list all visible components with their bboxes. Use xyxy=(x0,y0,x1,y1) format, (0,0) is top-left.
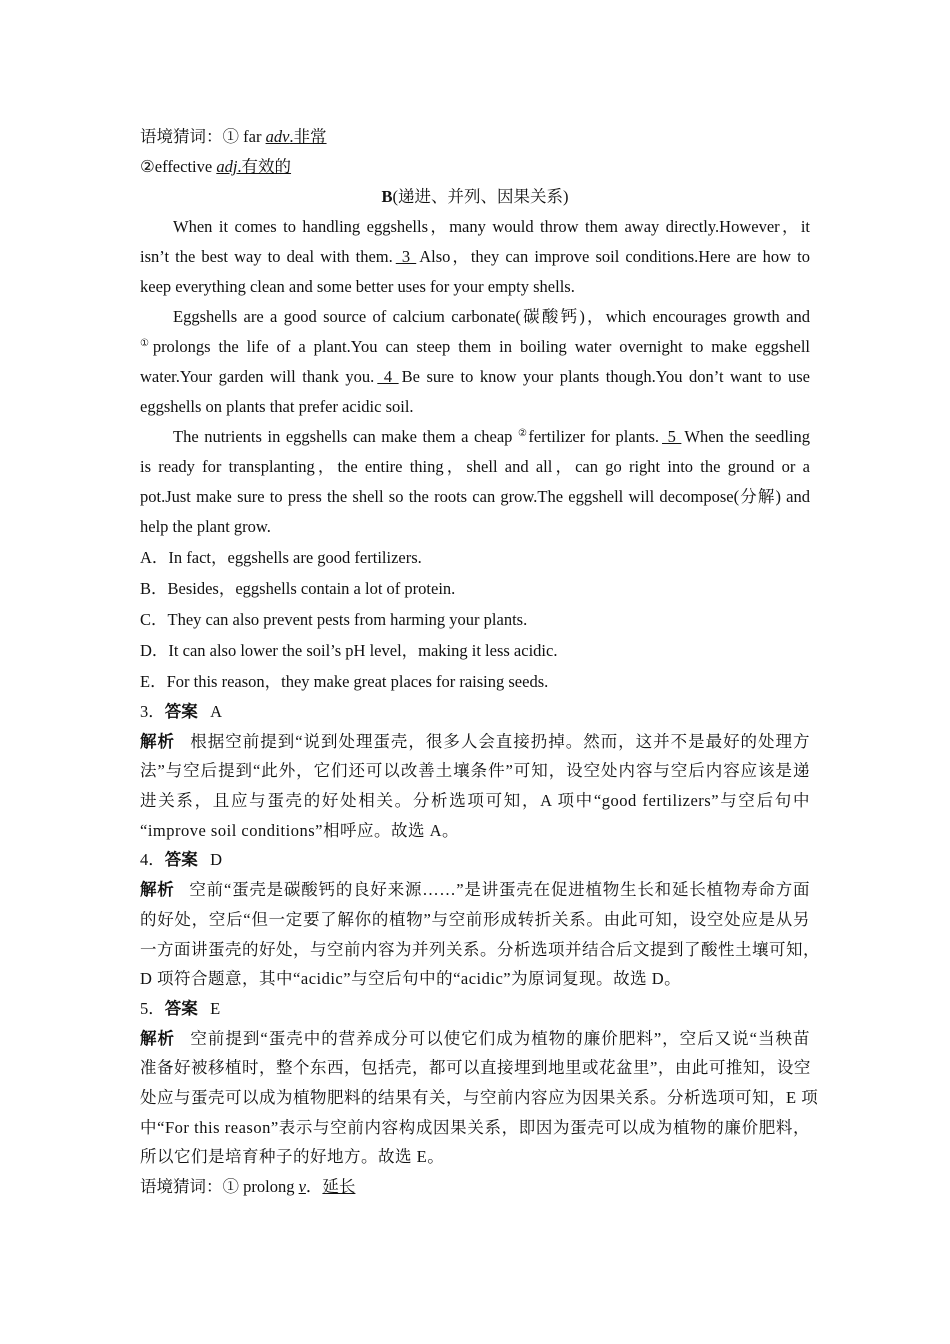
vocab-label: 语境猜词： xyxy=(140,1177,223,1196)
vocab-word: effective xyxy=(154,157,217,176)
option-e: E．For this reason，they make great places for raising seeds. xyxy=(140,672,549,691)
analysis-line: 解析 空前提到“蛋壳中的营养成分可以使它们成为植物的廉价肥料”，空后又说“当秧苗 xyxy=(140,1028,811,1048)
section-letter: B xyxy=(381,187,393,206)
answer-header: 5．答案 E xyxy=(140,998,221,1018)
answer-value: E xyxy=(210,998,221,1018)
answer-header: 3．答案 A xyxy=(140,702,223,721)
passage-line: ①prolongs the life of a plant.You can steep them in boiling water overnight to make eggshell xyxy=(140,337,810,356)
circled-number: ① xyxy=(222,127,239,146)
blank-4: 4 xyxy=(377,367,399,386)
analysis-line: 一方面讲蛋壳的好处，与空前内容为并列关系。分析选项并结合后文提到了酸性土壤可知， xyxy=(140,939,820,959)
analysis-line: 中“For this reason”表示与空前内容构成因果关系，即因为蛋壳可以成为植物的廉价肥料， xyxy=(140,1117,810,1137)
circled-number: ② xyxy=(140,157,155,176)
vocab-meaning: 延长 xyxy=(322,1177,356,1196)
blank-3: 3 xyxy=(395,247,417,266)
answer-value: D xyxy=(210,850,223,870)
footnote-marker: ② xyxy=(517,428,529,439)
vocab-meaning: .非常 xyxy=(289,127,327,146)
vocab-meaning: .有效的 xyxy=(237,157,292,176)
analysis-line: 解析 空前“蛋壳是碳酸钙的良好来源……”是讲蛋壳在促进植物生长和延长植物寿命方面 xyxy=(140,880,811,900)
option-d: D．It can also lower the soil’s pH level，making it less acidic. xyxy=(140,641,558,660)
analysis-line: 进关系，且应与蛋壳的好处相关。分析选项可知，A 项中“good fertilizers”与空后句中 xyxy=(140,791,810,811)
passage-line: When it comes to handling eggshells，many would throw them away directly.However，it xyxy=(173,217,810,236)
part-of-speech: v xyxy=(298,1177,306,1196)
answer-label: 答案 xyxy=(164,850,198,870)
option-c: C．They can also prevent pests from harming your plants. xyxy=(140,610,528,629)
passage-line: water.Your garden will thank you. 4 Be sure to know your plants though.You don’t want to use xyxy=(140,367,811,386)
analysis-line: D 项符合题意，其中“acidic”与空后句中的“acidic”为原词复现。故选 D。 xyxy=(140,969,682,989)
document-page xyxy=(140,122,820,1202)
passage-line: keep everything clean and some better uses for your empty shells. xyxy=(140,277,575,296)
section-title xyxy=(140,182,810,212)
option-a: A．In fact，eggshells are good fertilizers. xyxy=(140,548,422,567)
analysis-line: 解析 根据空前提到“说到处理蛋壳，很多人会直接扔掉。然而，这并不是最好的处理方 xyxy=(140,731,811,751)
vocab-line-2 xyxy=(140,152,810,182)
passage-line: is ready for transplanting，the entire thing，shell and all，can go right into the ground or a xyxy=(140,457,810,476)
blank-5: 5 xyxy=(662,427,682,446)
analysis-line: 处应与蛋壳可以成为植物肥料的结果有关，与空前内容应为因果关系。分析选项可知，E 项 xyxy=(140,1087,819,1107)
option-b: B．Besides，eggshells contain a lot of protein. xyxy=(140,579,456,598)
part-of-speech: adv xyxy=(265,127,290,146)
vocab-line-3: 语境猜词：① prolong v．延长 xyxy=(140,1177,356,1196)
analysis-line: 法”与空后提到“此外，它们还可以改善土壤条件”可知，设空处内容与空后内容应该是递 xyxy=(140,761,810,781)
passage-line: Eggshells are a good source of calcium carbonate(碳酸钙)，which encourages growth and xyxy=(173,307,810,326)
vocab-word: far xyxy=(239,127,266,146)
passage-line: isn’t the best way to deal with them. 3 Also，they can improve soil conditions.Here are how to xyxy=(140,247,811,266)
analysis-line: 的好处，空后“但一定要了解你的植物”与空前形成转折关系。由此可知，设空处应是从另 xyxy=(140,909,810,929)
section-subtitle: (递进、并列、因果关系) xyxy=(392,187,569,206)
answer-value: A xyxy=(210,702,223,721)
passage-line: help the plant grow. xyxy=(140,517,271,536)
vocab-word: prolong xyxy=(239,1177,299,1196)
answer-label: 答案 xyxy=(164,702,198,721)
passage-line: eggshells on plants that prefer acidic soil. xyxy=(140,397,414,416)
analysis-line: 准备好被移植时，整个东西，包括壳，都可以直接埋到地里或花盆里”，由此可推知，设空 xyxy=(140,1058,811,1078)
vocab-label: 语境猜词： xyxy=(140,127,223,146)
part-of-speech: adj xyxy=(216,157,238,176)
analysis-label: 解析 xyxy=(140,731,175,751)
passage-line: The nutrients in eggshells can make them a cheap ②fertilizer for plants. 5 When the seedling xyxy=(173,427,811,446)
answer-label: 答案 xyxy=(164,998,198,1018)
passage-line: pot.Just make sure to press the shell so the roots can grow.The eggshell will decompose(分解) and xyxy=(140,487,810,506)
analysis-line: “improve soil conditions”相呼应。故选 A。 xyxy=(140,820,460,840)
vocab-line-1 xyxy=(140,122,810,152)
footnote-marker: ① xyxy=(140,338,153,349)
analysis-label: 解析 xyxy=(140,1028,176,1048)
analysis-label: 解析 xyxy=(140,880,175,900)
circled-number: ① xyxy=(222,1177,239,1196)
analysis-line: 所以它们是培育种子的好地方。故选 E。 xyxy=(140,1147,445,1167)
answer-header: 4．答案 D xyxy=(140,850,223,870)
